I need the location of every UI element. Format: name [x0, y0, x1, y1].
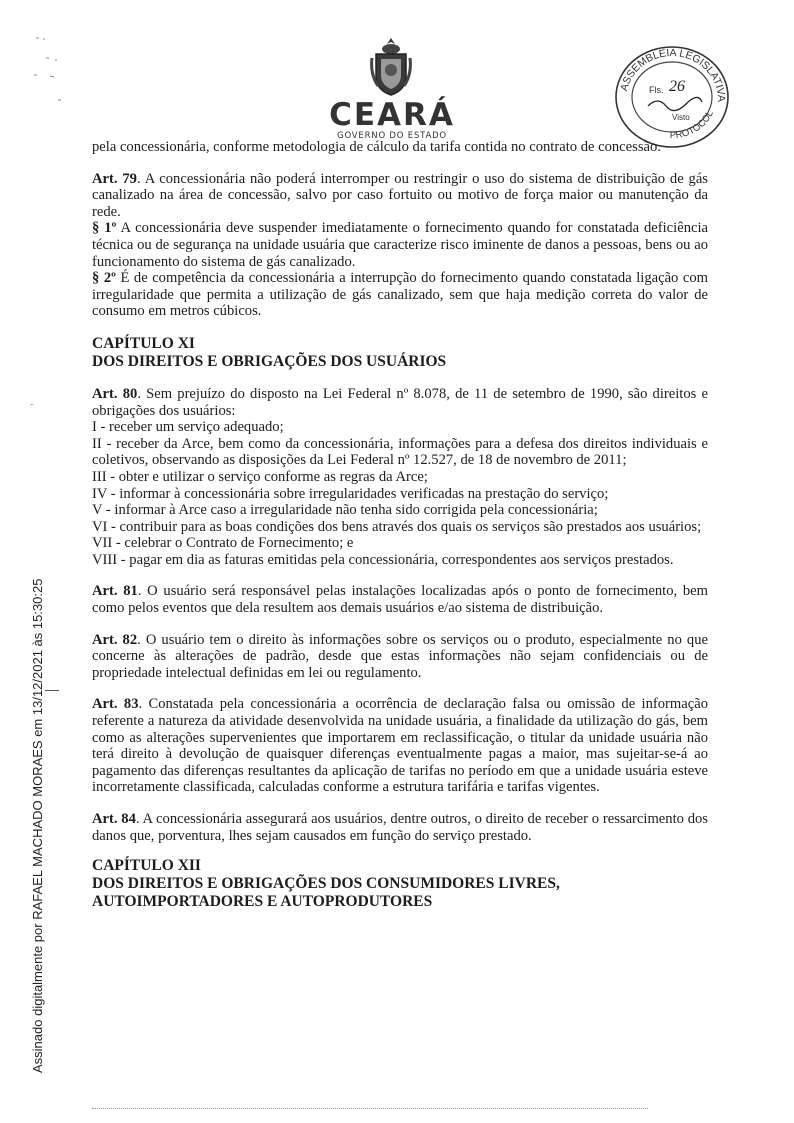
article-label: Art. 81 — [92, 583, 138, 600]
chapter-12-subtitle-line-2: AUTOIMPORTADORES E AUTOPRODUTORES — [92, 893, 433, 911]
article-83 — [92, 696, 708, 796]
paragraph-text: É de competência da concessionária a interrupção do fornecimento quando constatada ligação com irregularidade que permita a utilização de gás canalizado, sem que haja medição correta do valor de consumo em metros cúbicos. — [92, 270, 708, 320]
protocol-stamp — [606, 40, 734, 150]
document-body — [92, 139, 708, 911]
paragraph-text: A concessionária deve suspender imediatamente o fornecimento quando for constatada deficiência técnica ou de segurança na unidade usuária que caracterize risco iminente de danos a pessoas, bens ou ao funcionamento do sistema de gás canalizado. — [92, 220, 708, 270]
stamp-visto-label: Visto — [672, 113, 690, 122]
paragraph-continuation: pela concessionária, conforme metodologia de cálculo da tarifa contida no contrato de concessão. — [92, 139, 661, 155]
article-79-paragraph-2 — [92, 270, 708, 320]
article-text: . Sem prejuízo do disposto na Lei Federal nº 8.078, de 11 de setembro de 1990, são direitos e obrigações dos usuários: — [92, 385, 708, 419]
article-82 — [92, 632, 708, 682]
page-header — [0, 30, 794, 140]
footer-divider — [92, 1108, 648, 1109]
article-text: . O usuário tem o direito às informações sobre os serviços ou o produto, especialmente no que concerne às alterações de padrão, desde que estas informações não sejam confidenciais ou de propriedade intelectual definidas em lei ou regulamento. — [92, 631, 708, 681]
digital-signature-note: Assinado digitalmente por RAFAEL MACHADO MORAES em 13/12/2021 às 15:30:25 — [30, 578, 45, 1073]
brand-title: CEARÁ — [329, 97, 455, 133]
article-79-paragraph-1 — [92, 220, 708, 270]
article-text: . O usuário será responsável pelas instalações localizadas após o ponto de fornecimento, bem como pelos eventos que dela resultem aos demais usuários e/ao sistema de distribuição. — [92, 583, 708, 617]
list-item: VIII - pagar em dia as faturas emitidas pela concessionária, correspondentes aos serviços prestados. — [92, 551, 674, 568]
article-label: Art. 84 — [92, 811, 136, 827]
article-label: Art. 83 — [92, 696, 139, 713]
chapter-12-subtitle-line-1: DOS DIREITOS E OBRIGAÇÕES DOS CONSUMIDORES LIVRES, — [92, 875, 560, 893]
stamp-top-text: ASSEMBLEIA LEGISLATIVA — [618, 46, 728, 102]
article-text: . A concessionária não poderá interromper ou restringir o uso do sistema de distribuição de gás canalizado na área de concessão, salvo por caso fortuito ou motivo de força maior ou manutenção da rede. — [92, 170, 708, 220]
chapter-11-title: CAPÍTULO XI — [92, 334, 195, 352]
stamp-fls-number: 26 — [669, 78, 685, 95]
paragraph-label: § 2º — [92, 270, 116, 287]
article-label: Art. 80 — [92, 385, 138, 402]
list-item: I - receber um serviço adequado; — [92, 419, 284, 436]
list-item: VI - contribuir para as boas condições dos bens através dos quais os serviços são prestados aos usuários; — [92, 518, 702, 535]
article-text: . A concessionária assegurará aos usuários, dentre outros, o direito de receber o ressarcimento dos danos que, porventura, lhes sejam causados em função do serviço prestado. — [92, 811, 708, 844]
article-label: Art. 82 — [92, 631, 138, 648]
article-84 — [92, 811, 708, 844]
stamp-signature — [648, 97, 702, 110]
article-81 — [92, 583, 708, 616]
article-text: . Constatada pela concessionária a ocorrência de declaração falsa ou omissão de informação referente a natureza da atividade desenvolvida na unidade usuária, a finalidade da utilização do gás, bem como as alterações supervenientes que importarem em reclassificação, o titular da unidade usuária não terá direito à devolução de quaisquer diferenças eventualmente pagas a maior, mas sujeitar-se-á ao pagamento das diferenças resultantes da aplicação de tarifas no período em que a unidade usuária esteve incorretamente classificada, calculadas conforme a estrutura tarifária e tarifas vigentes. — [92, 696, 708, 796]
article-label: Art. 79 — [92, 170, 137, 187]
chapter-11-subtitle: DOS DIREITOS E OBRIGAÇÕES DOS USUÁRIOS — [92, 352, 447, 370]
list-item: III - obter e utilizar o serviço conforme as regras da Arce; — [92, 468, 428, 485]
paragraph-label: § 1º — [92, 220, 117, 237]
state-crest-icon — [368, 36, 414, 98]
stamp-bottom-text: PROTOCOL — [669, 108, 716, 142]
article-80 — [92, 386, 708, 419]
article-79 — [92, 171, 708, 221]
stamp-fls-label: Fls. — [649, 85, 664, 95]
scan-mark: ˷ — [30, 395, 34, 406]
brand-subtitle: GOVERNO DO ESTADO — [337, 131, 447, 141]
chapter-12-title: CAPÍTULO XII — [92, 857, 201, 875]
scan-mark-line — [45, 690, 59, 691]
list-item: IV - informar à concessionária sobre irregularidades verificadas na prestação do serviço; — [92, 485, 609, 502]
list-item: V - informar à Arce caso a irregularidade não tenha sido corrigida pela concessionária; — [92, 502, 598, 519]
list-item: II - receber da Arce, bem como da concessionária, informações para a defesa dos direitos individuais e coletivos, observando as disposições da Lei Federal nº 12.527, de 18 de novembro de 2011; — [92, 435, 708, 469]
digital-signature-note-container — [20, 578, 45, 1088]
list-item: VII - celebrar o Contrato de Fornecimento; e — [92, 535, 354, 552]
